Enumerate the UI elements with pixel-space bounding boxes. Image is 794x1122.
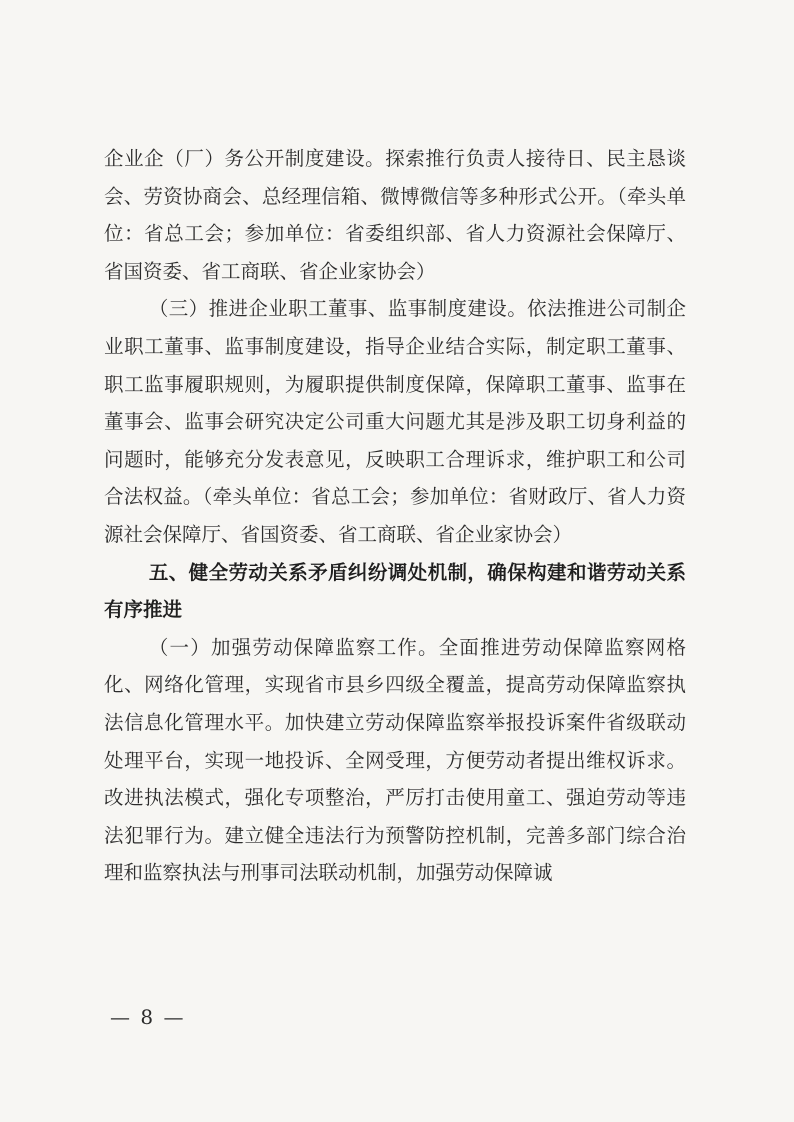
page-number: — 8 — [110, 1005, 186, 1029]
document-body [104, 140, 686, 892]
paragraph-continuation: 企业企（厂）务公开制度建设。探索推行负责人接待日、民主恳谈会、劳资协商会、总经理信箱、微博微信等多种形式公开。（牵头单位：省总工会；参加单位：省委组织部、省人力资源社会保障厅、省国资委、省工商联、省企业家协会） [104, 147, 686, 283]
paragraph-section-3: （三）推进企业职工董事、监事制度建设。依法推进公司制企业职工董事、监事制度建设，指导企业结合实际，制定职工董事、职工监事履职规则，为履职提供制度保障，保障职工董事、监事在董事会、监事会研究决定公司重大问题尤其是涉及职工切身利益的问题时，能够充分发表意见，反映职工合理诉求，维护职工和公司合法权益。（牵头单位：省总工会；参加单位：省财政厅、省人力资源社会保障厅、省国资委、省工商联、省企业家协会） [104, 297, 686, 546]
paragraph-subsection-1: （一）加强劳动保障监察工作。全面推进劳动保障监察网格化、网络化管理，实现省市县乡四级全覆盖，提高劳动保障监察执法信息化管理水平。加快建立劳动保障监察举报投诉案件省级联动处理平台，实现一地投诉、全网受理，方便劳动者提出维权诉求。改进执法模式，强化专项整治，严厉打击使用童工、强迫劳动等违法犯罪行为。建立健全违法行为预警防控机制，完善多部门综合治理和监察执法与刑事司法联动机制，加强劳动保障诚 [104, 635, 686, 885]
section-heading-5: 五、健全劳动关系矛盾纠纷调处机制，确保构建和谐劳动关系有序推进 [104, 560, 686, 622]
